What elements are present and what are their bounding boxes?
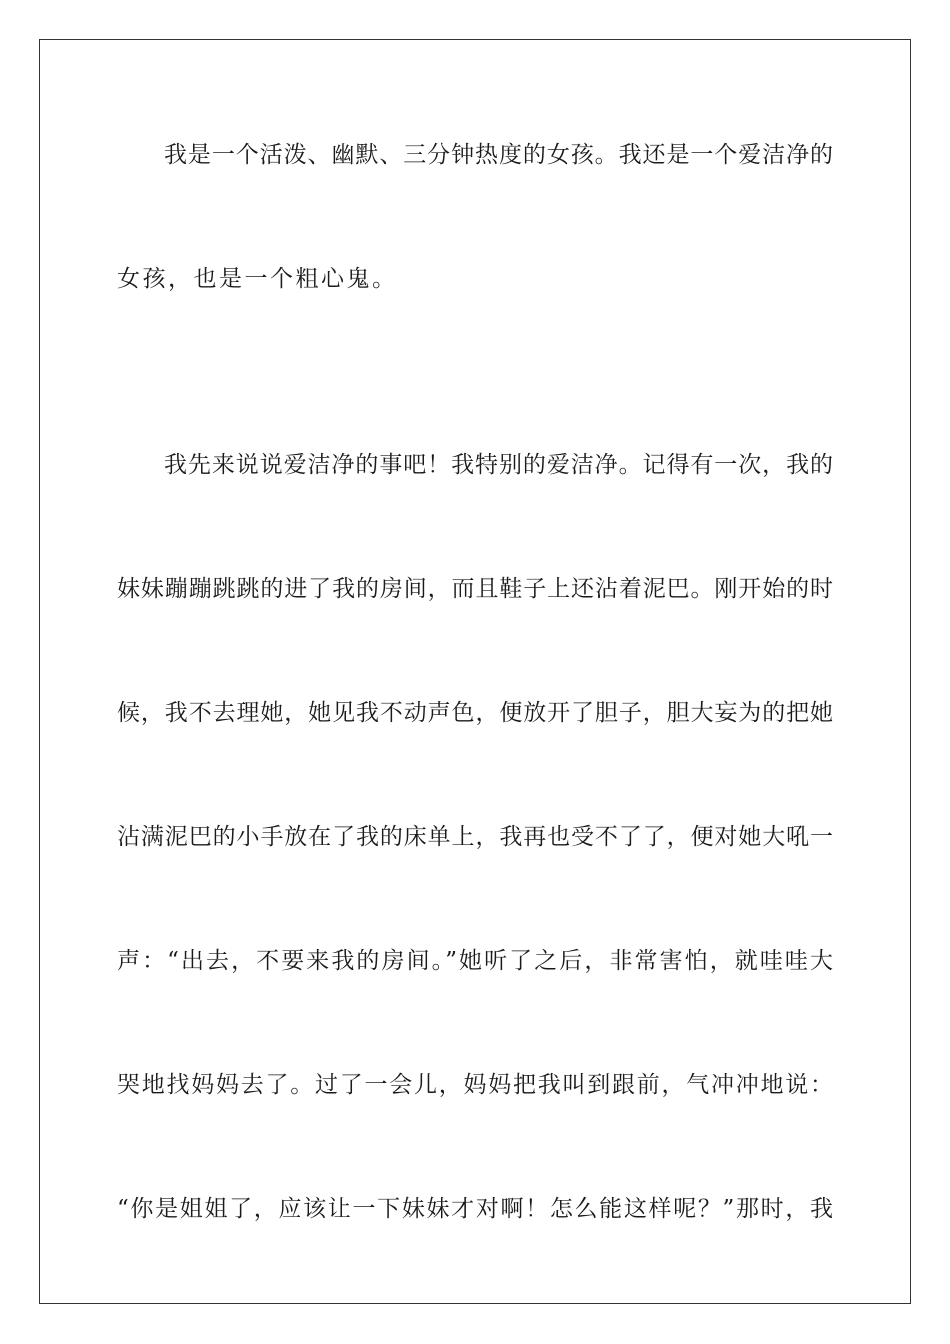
document-body [117, 124, 833, 1240]
text-line: 女孩，也是一个粗心鬼。 [117, 266, 398, 292]
text-line: 妹妹蹦蹦跳跳的进了我的房间，而且鞋子上还沾着泥巴。刚开始的时 [117, 576, 833, 602]
paragraph-intro [117, 124, 833, 310]
text-line: 声：“出去，不要来我的房间。”她听了之后，非常害怕，就哇哇大 [117, 948, 833, 974]
text-line: 我是一个活泼、幽默、三分钟热度的女孩。我还是一个爱洁净的 [164, 142, 833, 168]
text-line: 候，我不去理她，她见我不动声色，便放开了胆子，胆大妄为的把她 [117, 700, 833, 726]
text-line: 哭地找妈妈去了。过了一会儿，妈妈把我叫到跟前，气冲冲地说： [117, 1072, 833, 1098]
paragraph-cleanliness-story [117, 434, 833, 1240]
text-line: 我先来说说爱洁净的事吧！我特别的爱洁净。记得有一次，我的 [164, 452, 833, 478]
text-line: “你是姐姐了，应该让一下妹妹才对啊！怎么能这样呢？”那时，我 [117, 1196, 833, 1222]
text-line: 沾满泥巴的小手放在了我的床单上，我再也受不了了，便对她大吼一 [117, 824, 833, 850]
